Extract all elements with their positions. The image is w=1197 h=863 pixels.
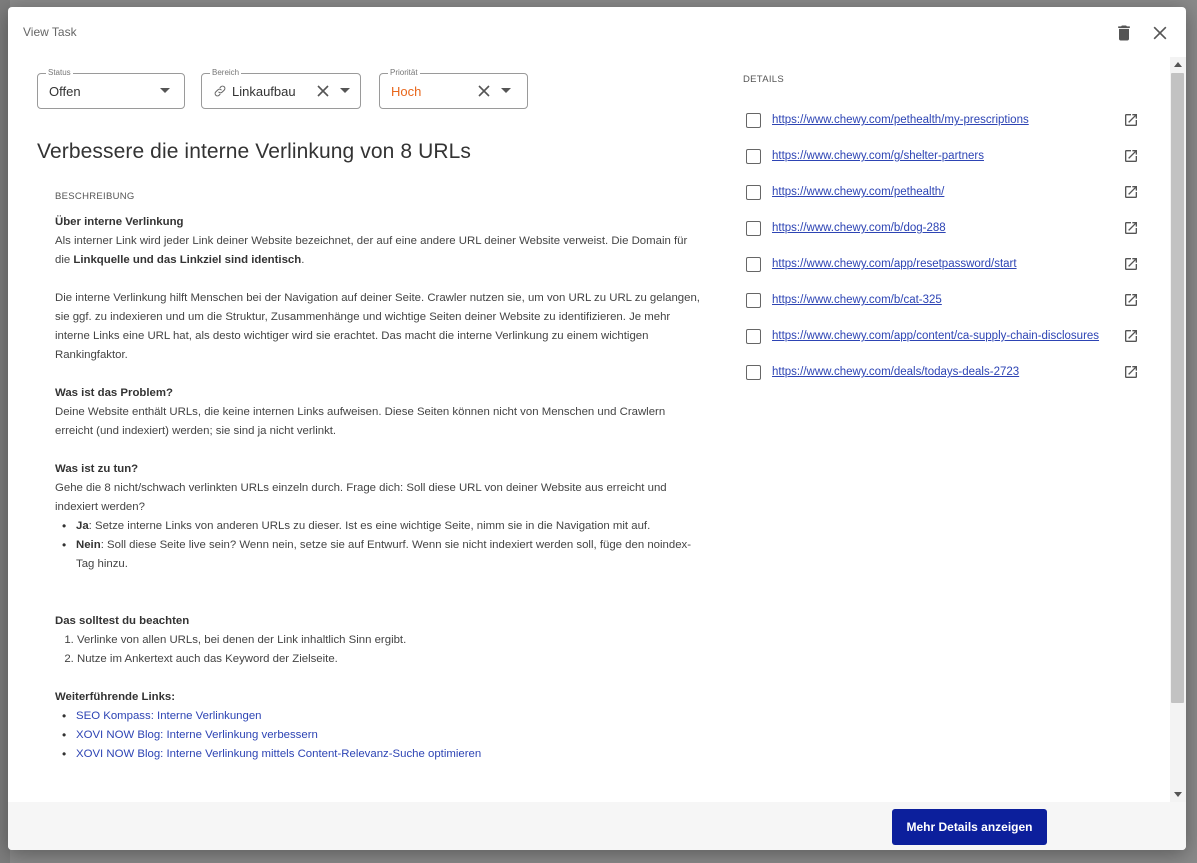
- description: [55, 190, 705, 764]
- close-icon[interactable]: [1150, 23, 1170, 43]
- prioritaet-select[interactable]: [379, 68, 528, 109]
- modal-title: View Task: [23, 25, 77, 39]
- url-row: [746, 219, 1141, 239]
- external-link-icon[interactable]: [1123, 292, 1139, 308]
- scroll-down-icon[interactable]: [1174, 792, 1182, 797]
- url-link[interactable]: https://www.chewy.com/b/cat-325: [772, 294, 942, 306]
- problem-text: Deine Website enthält URLs, die keine internen Links aufweisen. Diese Seiten können nicht von Menschen und Crawlern erreicht (und indexiert) werden; sie sind ja nicht verlinkt.: [55, 406, 666, 437]
- todo-ja-label: Ja: [76, 520, 89, 532]
- url-row: [746, 183, 1141, 203]
- status-value: Offen: [49, 84, 81, 99]
- status-select[interactable]: [37, 68, 185, 109]
- external-link-icon[interactable]: [1123, 112, 1139, 128]
- list-item: [62, 707, 705, 726]
- list-item: 2. Nutze im Ankertext auch das Keyword der Zielseite.: [77, 650, 705, 669]
- url-checkbox[interactable]: [746, 185, 761, 200]
- url-link[interactable]: https://www.chewy.com/deals/todays-deals-2723: [772, 366, 1020, 378]
- prioritaet-legend: Priorität: [390, 68, 418, 77]
- url-link[interactable]: https://www.chewy.com/g/shelter-partners: [772, 150, 984, 162]
- description-label: BESCHREIBUNG: [55, 191, 135, 202]
- note-list: [55, 631, 705, 669]
- about-text-part: .: [301, 254, 305, 266]
- task-modal: [8, 7, 1186, 850]
- list-item: [62, 745, 705, 764]
- link-icon: [213, 84, 227, 98]
- note-heading: Das solltest du beachten: [55, 615, 190, 627]
- scrollbar-thumb[interactable]: [1171, 73, 1184, 703]
- details-label: DETAILS: [743, 74, 784, 85]
- url-link[interactable]: https://www.chewy.com/app/resetpassword/start: [772, 258, 1017, 270]
- list-item: [62, 726, 705, 745]
- about-text: [55, 232, 705, 270]
- todo-nein-text: : Soll diese Seite live sein? Wenn nein, setze sie auf Entwurf. Wenn sie nicht indexiert werden soll, füge den noindex-Tag hinzu.: [76, 539, 692, 570]
- bereich-legend: Bereich: [212, 68, 240, 77]
- url-row: [746, 327, 1141, 347]
- chevron-down-icon[interactable]: [160, 88, 170, 93]
- url-link[interactable]: https://www.chewy.com/app/content/ca-supply-chain-disclosures: [772, 330, 1100, 342]
- todo-ja-text: : Setze interne Links von anderen URLs zu dieser. Ist es eine wichtige Seite, nimm sie in die Navigation mit auf.: [88, 520, 651, 532]
- url-row: [746, 363, 1141, 383]
- list-item: [62, 517, 705, 536]
- scrollbar[interactable]: [1170, 57, 1186, 802]
- url-checkbox[interactable]: [746, 113, 761, 128]
- url-row: [746, 111, 1141, 131]
- about-para-2: Die interne Verlinkung hilft Menschen bei der Navigation auf deiner Seite. Crawler nutzen sie, um von URL zu URL zu gelangen, sie ggf. zu indexieren und um die Struktur, Zusammenhänge und wichtige Seiten deiner Website zu identifizieren. Je mehr interne Links eine URL hat, als desto wichtiger wird sie erachtet. Das macht die interne Verlinkung zu einem wichtigen Rankingfaktor.: [55, 292, 700, 361]
- about-text-part: Als interner Link wird jeder Link deiner Website bezeichnet, der auf eine andere URL deiner Website verweist. Die Domain für die: [55, 235, 688, 266]
- external-link-icon[interactable]: [1123, 148, 1139, 164]
- links-list: [55, 707, 705, 764]
- about-bold: Linkquelle und das Linkziel sind identisch: [73, 254, 302, 266]
- url-checkbox[interactable]: [746, 293, 761, 308]
- todo-heading: Was ist zu tun?: [55, 463, 139, 475]
- url-checkbox[interactable]: [746, 149, 761, 164]
- clear-icon[interactable]: [477, 84, 491, 98]
- status-legend: Status: [48, 68, 71, 77]
- url-row: [746, 147, 1141, 167]
- bereich-value: Linkaufbau: [232, 84, 296, 99]
- external-link-icon[interactable]: [1123, 328, 1139, 344]
- url-checkbox[interactable]: [746, 221, 761, 236]
- todo-text: Gehe die 8 nicht/schwach verlinkten URLs einzeln durch. Frage dich: Soll diese URL von deiner Website aus erreicht und indexiert werden?: [55, 482, 667, 513]
- external-link-icon[interactable]: [1123, 256, 1139, 272]
- external-link-icon[interactable]: [1123, 220, 1139, 236]
- external-link-icon[interactable]: [1123, 364, 1139, 380]
- trash-icon[interactable]: [1114, 23, 1134, 43]
- external-link-icon[interactable]: [1123, 184, 1139, 200]
- modal-footer: [8, 802, 1186, 850]
- modal-header: [8, 7, 1186, 57]
- list-item: 1. Verlinke von allen URLs, bei denen der Link inhaltlich Sinn ergibt.: [77, 631, 705, 650]
- url-checkbox[interactable]: [746, 257, 761, 272]
- url-checkbox[interactable]: [746, 329, 761, 344]
- about-heading: Über interne Verlinkung: [55, 216, 184, 228]
- problem-heading: Was ist das Problem?: [55, 387, 173, 399]
- further-link[interactable]: XOVI NOW Blog: Interne Verlinkung verbessern: [76, 729, 318, 741]
- task-title: Verbessere die interne Verlinkung von 8 URLs: [37, 140, 471, 163]
- clear-icon[interactable]: [316, 84, 330, 98]
- further-link[interactable]: SEO Kompass: Interne Verlinkungen: [76, 710, 262, 722]
- todo-nein-label: Nein: [76, 539, 101, 551]
- todo-list: [55, 517, 705, 574]
- chevron-down-icon[interactable]: [340, 88, 350, 93]
- chevron-down-icon[interactable]: [501, 88, 511, 93]
- url-checkbox[interactable]: [746, 365, 761, 380]
- list-item: [62, 536, 705, 574]
- url-link[interactable]: https://www.chewy.com/pethealth/: [772, 186, 945, 198]
- further-link[interactable]: XOVI NOW Blog: Interne Verlinkung mittels Content-Relevanz-Suche optimieren: [76, 748, 482, 760]
- modal-body: [8, 57, 1186, 802]
- scroll-up-icon[interactable]: [1174, 62, 1182, 67]
- url-link[interactable]: https://www.chewy.com/pethealth/my-prescriptions: [772, 114, 1029, 126]
- bereich-select[interactable]: [201, 68, 361, 109]
- prioritaet-value: Hoch: [391, 84, 422, 99]
- more-details-button[interactable]: Mehr Details anzeigen: [892, 809, 1047, 845]
- url-row: [746, 255, 1141, 275]
- url-row: [746, 291, 1141, 311]
- url-link[interactable]: https://www.chewy.com/b/dog-288: [772, 222, 946, 234]
- links-heading: Weiterführende Links:: [55, 691, 176, 703]
